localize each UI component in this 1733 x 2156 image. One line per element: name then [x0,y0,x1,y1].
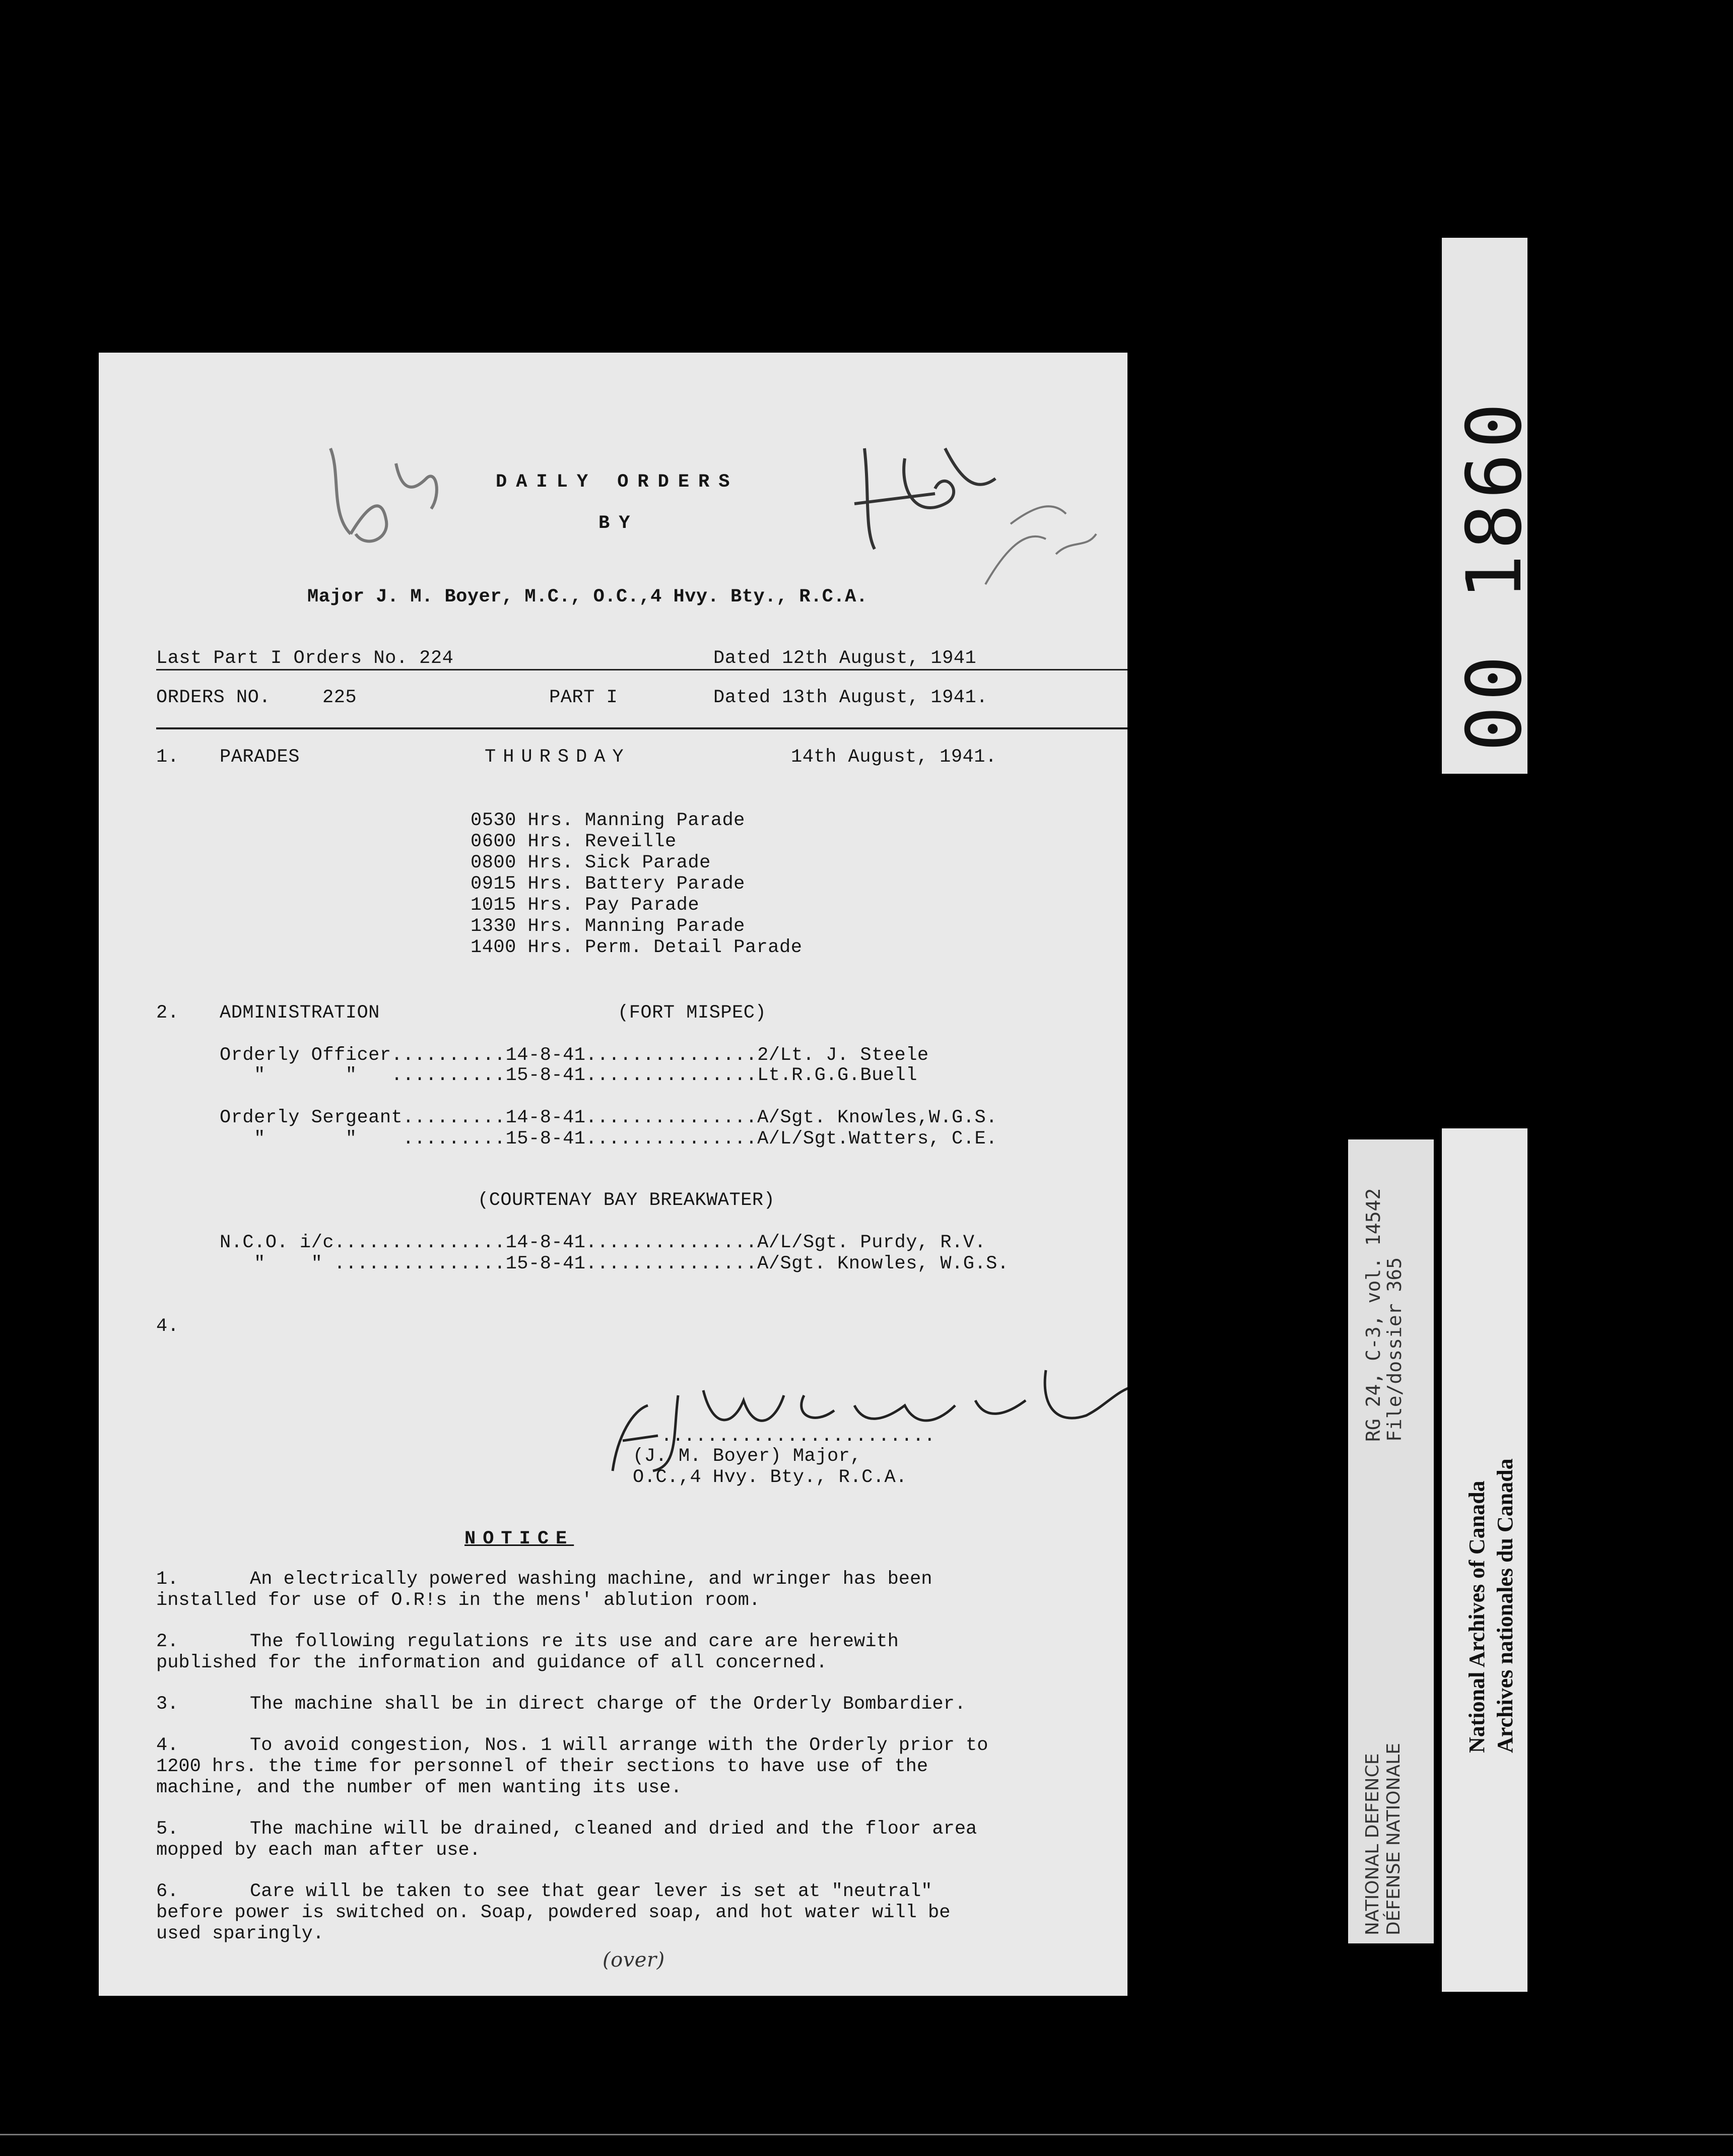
archives-name-fr: Archives nationales du Canada [1493,1458,1517,1753]
orders-date: Dated 13th August, 1941. [713,687,988,708]
notice-num: 3. [156,1694,179,1715]
notice-line: Care will be taken to see that gear lever is set at "neutral" [250,1881,932,1902]
section1-date: 14th August, 1941. [791,747,997,768]
signature-dots: ........................ [661,1426,936,1447]
orders-number: 225 [322,687,357,708]
signature-title: O.C.,4 Hvy. Bty., R.C.A. [633,1467,907,1488]
notice-line: To avoid congestion, Nos. 1 will arrange with the Orderly prior to [250,1735,988,1756]
schedule-row: 0915 Hrs. Battery Parade [471,873,745,895]
rule-1 [156,669,1127,670]
notice-num: 5. [156,1818,179,1840]
signature-name: (J. M. Boyer) Major, [633,1446,862,1467]
nco-row: " " ...............15-8-41...............A/Sgt. Knowles, W.G.S. [220,1253,1009,1274]
issuer-line: Major J. M. Boyer, M.C., O.C.,4 Hvy. Bty., R.C.A. [307,586,868,608]
notice-line: installed for use of O.R!s in the mens' ablution room. [156,1590,760,1611]
orderly-sergeant-row: " " .........15-8-41...............A/L/Sgt.Watters, C.E. [220,1128,997,1150]
section1-heading: PARADES [220,747,300,768]
rule-2 [156,727,1127,729]
notice-line: mopped by each man after use. [156,1840,481,1861]
archives-strip [1442,1128,1527,1992]
notice-num: 4. [156,1735,179,1756]
department-en: NATIONAL DEFENCE [1362,1753,1383,1935]
department-fr: DÉFENSE NATIONALE [1383,1743,1404,1935]
archives-name-en: National Archives of Canada [1464,1480,1489,1753]
schedule-row: 0530 Hrs. Manning Parade [471,810,745,831]
section1-day: THURSDAY [485,747,631,768]
reference-file: File/dossier 365 [1383,1257,1406,1442]
notice-title: NOTICE [464,1528,574,1549]
notice-line: before power is switched on. Soap, powdered soap, and hot water will be [156,1902,951,1923]
notice-line: used sparingly. [156,1923,324,1944]
notice-num: 6. [156,1881,179,1902]
document-title: DAILY ORDERS [496,471,739,493]
notice-line: The following regulations re its use and care are herewith [250,1631,899,1652]
document-by: BY [598,513,639,534]
nco-row: N.C.O. i/c...............14-8-41...............A/L/Sgt. Purdy, R.V. [220,1232,986,1253]
orderly-officer-row: " " ..........15-8-41...............Lt.R.G.G.Buell [220,1065,917,1086]
section1-num: 1. [156,747,179,768]
notice-num: 1. [156,1569,179,1590]
orders-part: PART I [549,687,618,708]
notice-line: published for the information and guidance of all concerned. [156,1652,828,1673]
section2-num: 2. [156,1002,179,1024]
over-note: (over) [603,1948,665,1972]
orderly-officer-row: Orderly Officer..........14-8-41...............2/Lt. J. Steele [220,1045,929,1066]
schedule-row: 0600 Hrs. Reveille [471,831,677,852]
frame-number-strip [1442,238,1539,774]
notice-line: The machine shall be in direct charge of the Orderly Bombardier. [250,1694,966,1715]
schedule-row: 1015 Hrs. Pay Parade [471,895,700,916]
notice-line: The machine will be drained, cleaned and dried and the floor area [250,1818,977,1840]
notice-num: 2. [156,1631,179,1652]
schedule-row: 0800 Hrs. Sick Parade [471,852,711,873]
orders-number-label: ORDERS NO. [156,687,271,708]
frame-number: 00 1860 [1451,397,1539,752]
last-orders-date: Dated 12th August, 1941 [713,648,977,669]
notice-line: An electrically powered washing machine, and wringer has been [250,1569,932,1590]
reference-volume: RG 24, C-3, vol. 14542 [1362,1188,1384,1442]
last-orders-label: Last Part I Orders No. 224 [156,648,454,669]
handwritten-initials-right [844,418,1126,630]
reference-strip [1348,1139,1434,1943]
section2-heading: ADMINISTRATION [220,1002,380,1024]
schedule-row: 1330 Hrs. Manning Parade [471,916,745,937]
document-page [99,353,1127,1996]
notice-line: 1200 hrs. the time for personnel of their sections to have use of the [156,1756,928,1777]
section2-location: (FORT MISPEC) [618,1002,767,1024]
orderly-sergeant-row: Orderly Sergeant.........14-8-41...............A/Sgt. Knowles,W.G.S. [220,1107,997,1128]
section4-num: 4. [156,1316,179,1337]
section2-location2: (COURTENAY BAY BREAKWATER) [478,1190,775,1211]
film-edge-line [0,2134,1733,2135]
handwritten-initials-left [310,433,461,564]
schedule-row: 1400 Hrs. Perm. Detail Parade [471,937,803,958]
notice-line: machine, and the number of men wanting its use. [156,1777,682,1798]
